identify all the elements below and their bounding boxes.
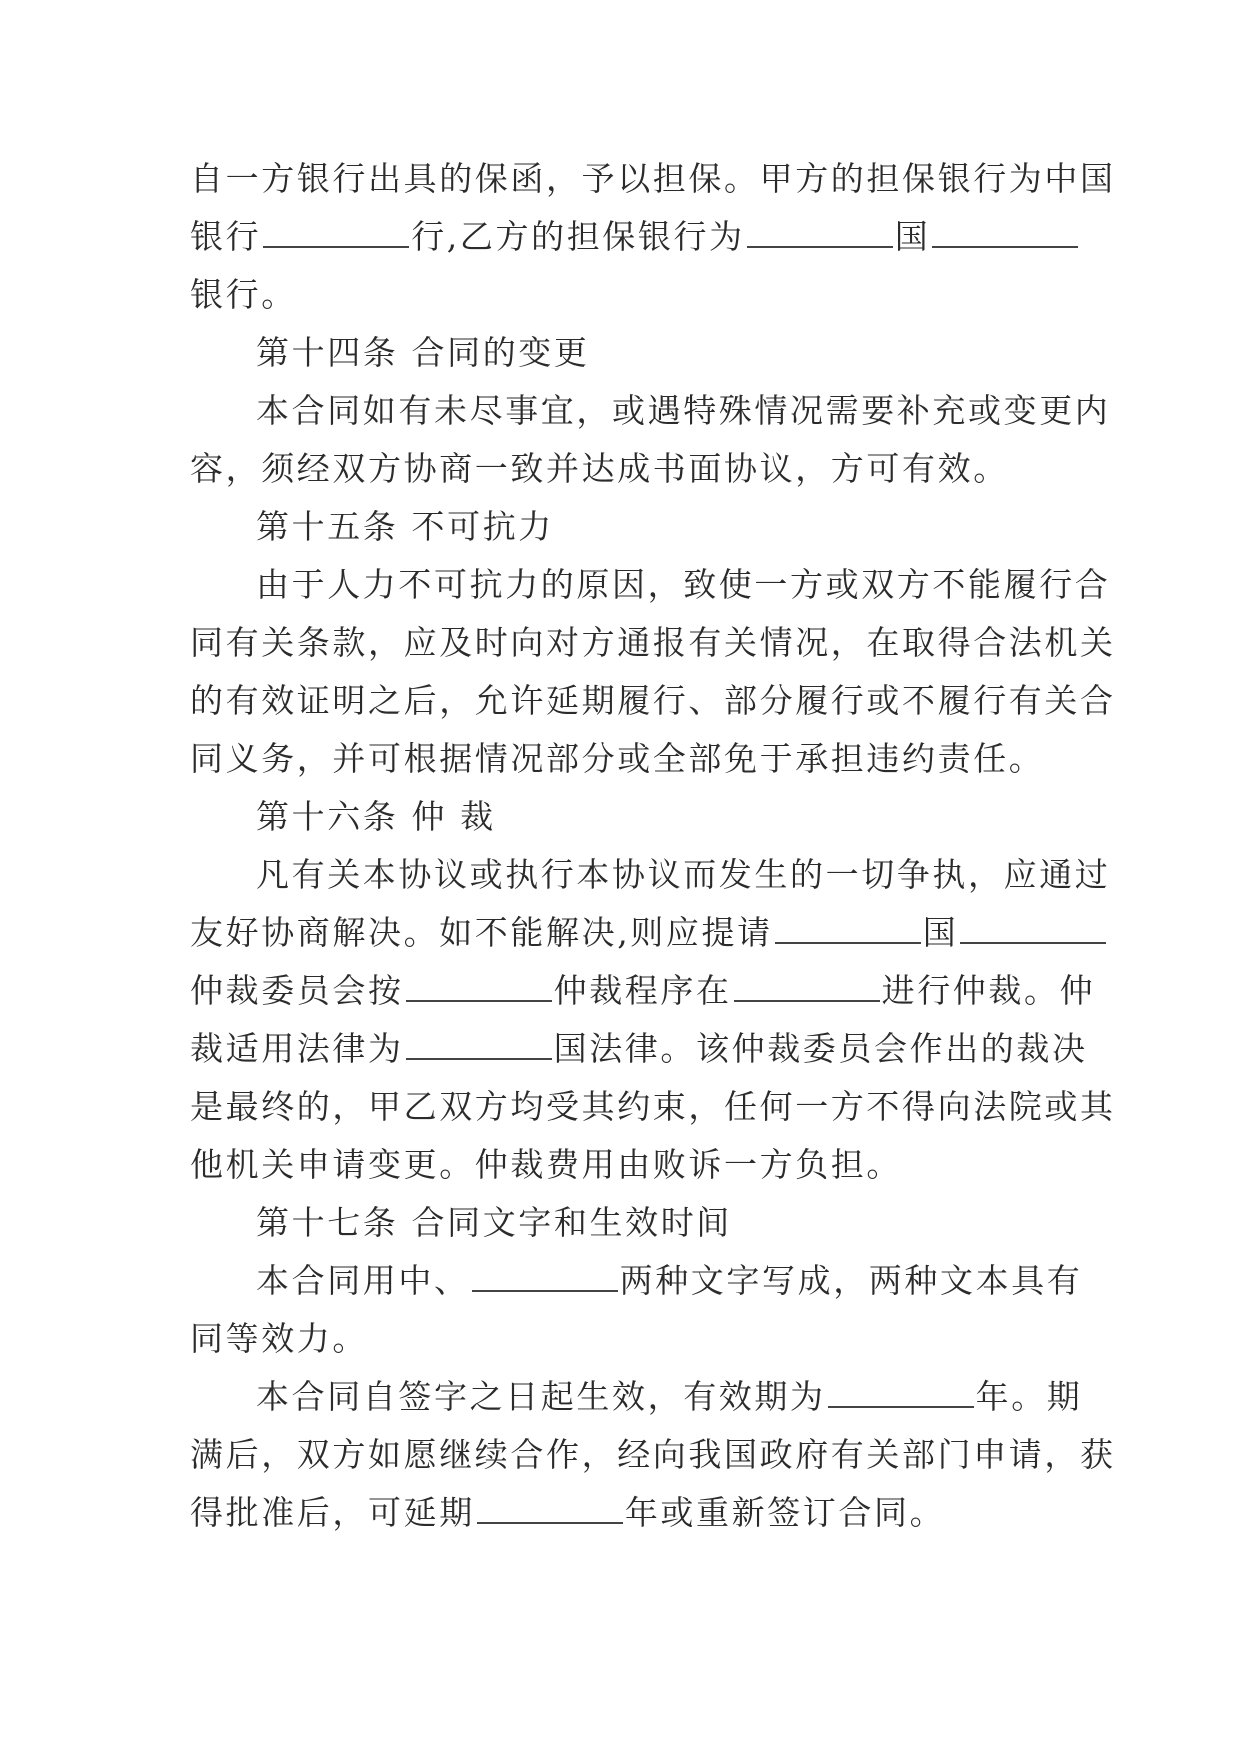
text-segment: 仲裁委员会按 [190, 971, 404, 1010]
fill-in-blank [747, 210, 893, 248]
text-segment: 行,乙方的担保银行为 [411, 217, 745, 256]
text-segment: 本合同如有未尽事宜，或遇特殊情况需要补充或变更内 [256, 391, 1111, 430]
text-line [190, 904, 1055, 962]
fill-in-blank [406, 1022, 552, 1060]
text-line [190, 440, 1055, 498]
text-segment: 的有效证明之后，允许延期履行、部分履行或不履行有关合 [190, 681, 1116, 720]
text-segment: 同有关条款，应及时向对方通报有关情况，在取得合法机关 [190, 623, 1116, 662]
text-segment: 国 [894, 217, 931, 256]
text-line [190, 1368, 1083, 1426]
text-line [190, 382, 1111, 440]
text-segment: 裁适用法律为 [190, 1029, 404, 1068]
text-segment: 得批准后，可延期 [190, 1493, 475, 1532]
text-line [190, 498, 1055, 556]
text-segment: 同义务，并可根据情况部分或全部免于承担违约责任。 [190, 739, 1045, 778]
text-line [190, 1194, 1055, 1252]
text-line [190, 556, 1111, 614]
text-line [190, 1078, 1116, 1136]
text-line [190, 614, 1116, 672]
document-page [190, 150, 1116, 1542]
text-line [190, 1252, 1083, 1310]
text-segment: 由于人力不可抗力的原因，致使一方或双方不能履行合 [256, 565, 1111, 604]
text-line [190, 962, 1096, 1020]
text-line [190, 324, 1055, 382]
text-segment: 年。期 [975, 1377, 1083, 1416]
text-segment: 同等效力。 [190, 1319, 368, 1358]
text-line [190, 1136, 1055, 1194]
text-segment: 满后，双方如愿继续合作，经向我国政府有关部门申请，获 [190, 1435, 1116, 1474]
fill-in-blank [477, 1486, 623, 1524]
text-segment: 仲裁程序在 [553, 971, 732, 1010]
text-line [190, 1484, 1055, 1542]
text-line [190, 208, 1055, 266]
text-segment: 第十四条 合同的变更 [256, 333, 590, 372]
fill-in-blank [734, 964, 880, 1002]
text-segment: 本合同用中、 [256, 1261, 470, 1300]
fill-in-blank [775, 906, 921, 944]
text-line [190, 846, 1111, 904]
fill-in-blank [960, 906, 1106, 944]
text-segment: 自一方银行出具的保函，予以担保。甲方的担保银行为中国 [190, 159, 1116, 198]
text-segment: 第十五条 不可抗力 [256, 507, 554, 546]
fill-in-blank [932, 210, 1078, 248]
text-segment: 是最终的，甲乙双方均受其约束，任何一方不得向法院或其 [190, 1087, 1116, 1126]
text-line [190, 1020, 1088, 1078]
text-segment: 友好协商解决。如不能解决,则应提请 [190, 913, 773, 952]
text-line [190, 730, 1055, 788]
text-segment: 本合同自签字之日起生效，有效期为 [256, 1377, 826, 1416]
text-segment: 第十七条 合同文字和生效时间 [256, 1203, 732, 1242]
text-segment: 容，须经双方协商一致并达成书面协议，方可有效。 [190, 449, 1009, 488]
text-line [190, 150, 1116, 208]
text-segment: 银行。 [190, 275, 297, 314]
text-segment: 年或重新签订合同。 [624, 1493, 946, 1532]
fill-in-blank [828, 1370, 974, 1408]
fill-in-blank [406, 964, 552, 1002]
text-segment: 第十六条 仲 裁 [256, 797, 496, 836]
text-segment: 进行仲裁。仲 [881, 971, 1096, 1010]
text-segment: 凡有关本协议或执行本协议而发生的一切争执，应通过 [256, 855, 1111, 894]
text-line [190, 1310, 1055, 1368]
text-line [190, 266, 1055, 324]
text-line [190, 672, 1116, 730]
text-segment: 国 [922, 913, 959, 952]
text-segment: 他机关申请变更。仲裁费用由败诉一方负担。 [190, 1145, 902, 1184]
text-line [190, 1426, 1116, 1484]
text-segment: 国法律。该仲裁委员会作出的裁决 [553, 1029, 1088, 1068]
fill-in-blank [472, 1254, 618, 1292]
text-line [190, 788, 1055, 846]
text-segment: 两种文字写成，两种文本具有 [619, 1261, 1083, 1300]
fill-in-blank [263, 210, 409, 248]
text-segment: 银行 [190, 217, 262, 256]
